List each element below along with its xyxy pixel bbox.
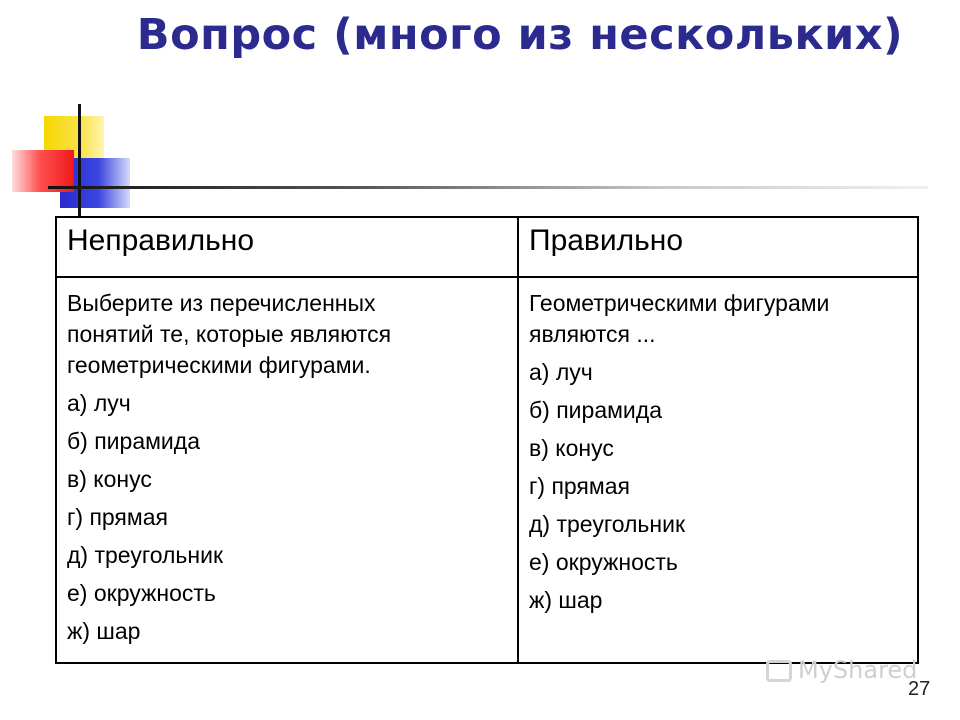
question-line: Геометрическими фигурами — [529, 290, 830, 316]
option-item: а) луч — [529, 359, 593, 385]
red-square — [12, 150, 74, 192]
horizontal-rule — [48, 186, 928, 189]
watermark-text: MyShared — [798, 656, 918, 684]
option-item: б) пирамида — [67, 428, 200, 454]
header-wrong: Неправильно — [56, 217, 518, 277]
blue-square — [60, 158, 130, 208]
question-line: геометрическими фигурами. — [67, 352, 371, 378]
watermark — [766, 656, 917, 684]
option-item: ж) шар — [529, 587, 603, 613]
page-number: 27 — [908, 678, 931, 700]
option-item: г) прямая — [67, 504, 168, 530]
question-line: Выберите из перечисленных — [67, 290, 376, 316]
presentation-icon — [766, 660, 792, 682]
vertical-rule — [78, 104, 81, 216]
table-row — [56, 277, 918, 663]
option-item: г) прямая — [529, 473, 630, 499]
header-right: Правильно — [518, 217, 918, 277]
question-line: являются ... — [529, 321, 656, 347]
option-item: б) пирамида — [529, 397, 662, 423]
table-header-row — [56, 217, 918, 277]
cell-right — [518, 277, 918, 663]
option-item: е) окружность — [67, 580, 216, 606]
wrong-question — [67, 288, 507, 381]
option-item: ж) шар — [67, 618, 141, 644]
option-item: а) луч — [67, 390, 131, 416]
comparison-table — [55, 216, 919, 664]
right-question — [529, 288, 907, 350]
option-item: е) окружность — [529, 549, 678, 575]
question-line: понятий те, которые являются — [67, 321, 392, 347]
yellow-square — [44, 116, 104, 176]
option-item: в) конус — [67, 466, 152, 492]
option-item: д) треугольник — [67, 542, 224, 568]
cell-wrong — [56, 277, 518, 663]
option-item: д) треугольник — [529, 511, 686, 537]
option-item: в) конус — [529, 435, 614, 461]
slide-title: Вопрос (много из нескольких) — [136, 10, 904, 60]
